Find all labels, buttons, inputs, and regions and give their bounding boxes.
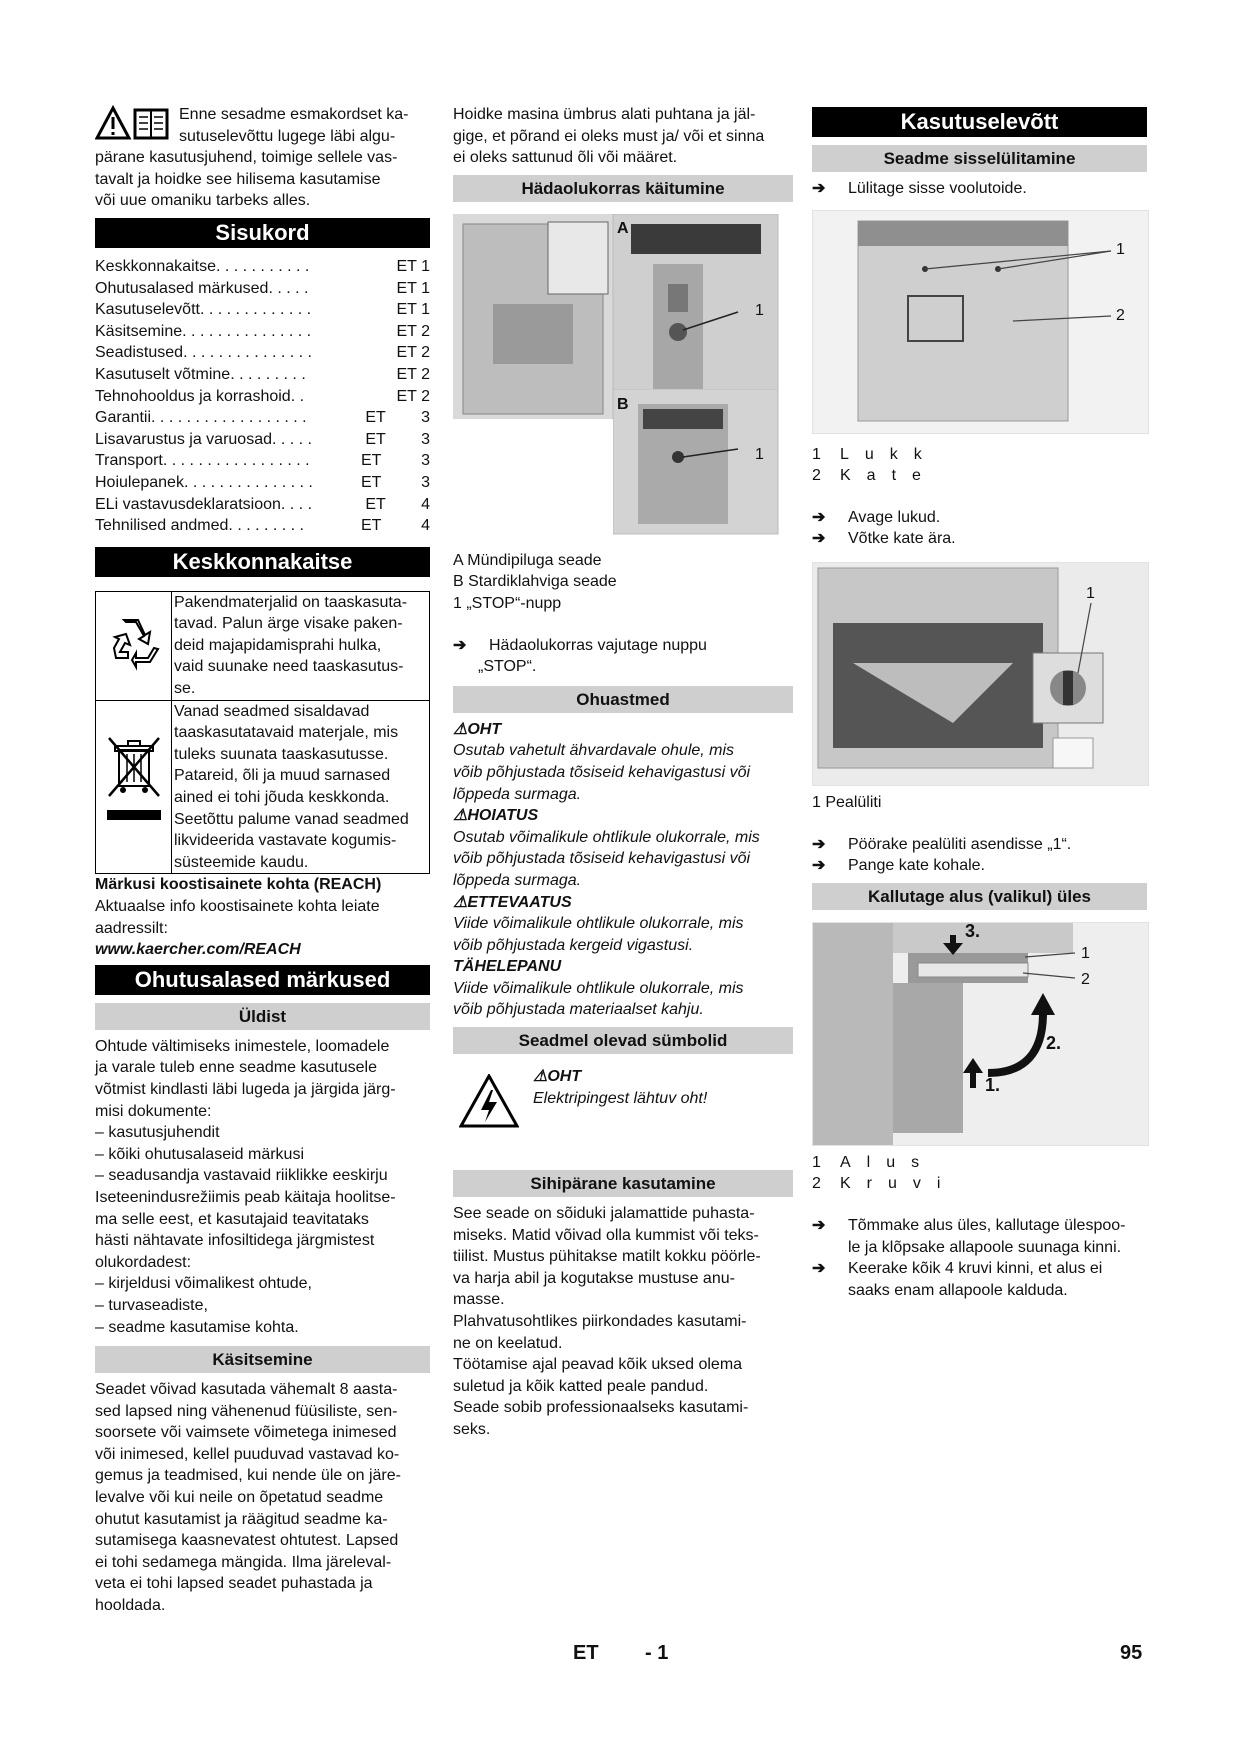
symbols-heading: Seadmel olevad sümbolid [453, 1027, 793, 1054]
step: ➔ Võtke kate ära. [812, 528, 1147, 550]
env-line: se. [174, 680, 196, 698]
toc-row[interactable] [95, 472, 430, 494]
toc-label: Seadistused [95, 344, 184, 362]
toc-page: ET 3 [360, 473, 430, 491]
arrow-icon: ➔ [812, 530, 826, 548]
text-line: va harja abil ja kogutakse mustuse anu- [453, 1269, 735, 1287]
text-line: – kasutusjuhendit [95, 1124, 220, 1142]
level-line: võib põhjustada tõsiseid kehavigastusi või [453, 850, 751, 868]
level-title: ⚠HOIATUS [453, 807, 539, 825]
legend-line: A Mündipiluga seade [453, 551, 602, 569]
text-line: ne on keelatud. [453, 1334, 563, 1352]
main-switch-photo [813, 563, 1148, 785]
env-line: Seetõttu palume vanad seadmed [174, 810, 409, 828]
toc-heading: Sisukord [95, 218, 430, 248]
toc-label: Lisavarustus ja varuosad [95, 430, 272, 448]
level-line: Viide võimalikule ohtlikule olukorrale, mis [453, 915, 744, 933]
column-middle [453, 104, 793, 1441]
intended-use-text [453, 1203, 793, 1441]
symbol-text: Elektripingest lähtuv oht! [533, 1090, 708, 1108]
safety-heading: Ohutusalased märkused [95, 965, 430, 995]
env-heading: Keskkonnakaitse [95, 547, 430, 577]
toc-row[interactable] [95, 450, 430, 472]
toc-dots: . . . . . . . . . . . . . . . . . [162, 452, 310, 470]
text-line: ja varale tuleb enne seadme kasutusele [95, 1059, 377, 1077]
general-text [95, 1036, 430, 1338]
toc-dots: . . . . . . . . . . . . . . . [183, 344, 312, 362]
tilt-step-2: 2. [1046, 1032, 1062, 1053]
toc-row[interactable] [95, 299, 430, 321]
intended-use-heading: Sihipärane kasutamine [453, 1170, 793, 1197]
toc-dots: . . . . . . . . . . . [215, 257, 310, 275]
text-line: – seadme kasutamise kohta. [95, 1318, 299, 1336]
env-line: Vanad seadmed sisaldavad [174, 702, 370, 720]
toc-row[interactable] [95, 364, 430, 386]
toc-row[interactable] [95, 386, 430, 408]
reach-link[interactable]: www.kaercher.com/REACH [95, 941, 301, 959]
tilt-figure [812, 922, 1149, 1146]
callout-1: 1 [1086, 584, 1095, 602]
tilt-step-3: 3. [965, 921, 981, 941]
danger-level [453, 956, 793, 1021]
handling-text [95, 1379, 430, 1617]
toc-label: Käsitsemine [95, 322, 183, 340]
warning-manual-icon [95, 104, 175, 144]
arrow-icon: ➔ [812, 835, 826, 853]
env-line: ained ei tohi jõuda keskkonda. [174, 789, 390, 807]
arrow-icon: ➔ [812, 180, 826, 197]
text-line: ei tohi sedamega mängida. Ilma järeleval- [95, 1553, 392, 1571]
env-line: tavad. Palun ärge visake paken- [174, 615, 403, 633]
arrow-icon: ➔ [812, 1216, 826, 1234]
toc-dots: . . . . . . . . . . . . . [199, 301, 312, 319]
callout-1-b: 1 [755, 445, 764, 463]
toc-list [95, 256, 430, 537]
env-line: Patareid, õli ja muud sarnased [174, 767, 391, 785]
tilt-legend [812, 1152, 1147, 1195]
step: ➔ Pöörake pealüliti asendisse „1“. [812, 834, 1147, 856]
toc-row[interactable] [95, 515, 430, 537]
text-line: ei oleks sattunud õli või määret. [453, 149, 678, 167]
callout-2: 2 [1081, 970, 1090, 988]
emergency-heading: Hädaolukorras käitumine [453, 175, 793, 202]
toc-row[interactable] [95, 407, 430, 429]
toc-page: ET 2 [396, 344, 430, 362]
reach-line: aadressilt: [95, 919, 168, 937]
figure-label-b: B [617, 395, 629, 413]
text-line: Hoidke masina ümbrus alati puhtana ja jäl- [453, 106, 756, 123]
reach-line: Aktuaalse info koostisainete kohta leiate [95, 898, 380, 915]
machine-photo-b [613, 389, 793, 539]
toc-label: ELi vastavusdeklaratsioon [95, 495, 281, 513]
text-line: See seade on sõiduki jalamattide puhasta- [453, 1205, 755, 1223]
column-left [95, 104, 430, 1617]
step-text: Lülitage sisse voolutoide. [848, 180, 1027, 197]
env-icon-cell [96, 591, 172, 700]
arrow-icon: ➔ [453, 636, 467, 654]
text-line: veta ei tohi lapsed seadet puhastada ja [95, 1575, 373, 1593]
footer-page-ref: - 1 [645, 1642, 669, 1664]
toc-row[interactable] [95, 278, 430, 300]
step-line: „STOP“. [478, 658, 537, 676]
intro-line: või uue omaniku tarbeks alles. [95, 192, 311, 210]
column-right [812, 104, 1147, 1301]
intro-line: Enne sesadme esmakordset ka- [179, 106, 409, 123]
intro-line: pärane kasutusjuhend, toimige sellele vas- [95, 149, 398, 167]
toc-dots: . . . . . . . . . [230, 365, 306, 383]
toc-page: ET 2 [396, 365, 430, 383]
toc-page: ET 3 [365, 409, 430, 427]
tilt-steps [812, 1215, 1147, 1301]
toc-page: ET 3 [360, 452, 430, 470]
env-line: taaskasutatavaid materjale, mis [174, 724, 399, 742]
legend-line: B Stardiklahviga seade [453, 573, 617, 591]
text-line: – turvaseadiste, [95, 1296, 208, 1314]
toc-dots: . . . . . [271, 430, 312, 448]
text-line: seks. [453, 1421, 491, 1438]
toc-dots: . . . . [280, 495, 313, 513]
text-line: Ohtude vältimiseks inimestele, loomadele [95, 1037, 390, 1055]
toc-dots: . . . . . . . . . . . . . . . . . . [151, 409, 307, 427]
toc-dots: . . [290, 387, 305, 405]
toc-row[interactable] [95, 342, 430, 364]
text-line: soorsete või vaimsete võimetega inimesed [95, 1424, 397, 1442]
intro-block [95, 104, 430, 212]
toc-label: Hoiulepanek [95, 473, 184, 491]
text-line: võtmist kindlasti läbi lugeda ja järgida järg- [95, 1080, 396, 1098]
startup-heading: Kasutuselevõtt [812, 107, 1147, 137]
legend-row: 1 Alus [812, 1153, 936, 1171]
danger-level [453, 805, 793, 891]
level-line: võib põhjustada tõsiseid kehavigastusi või [453, 763, 751, 781]
warning-triangle-icon: ⚠ [453, 893, 468, 911]
text-line: sed lapsed ning vähenenud füüsiliste, sen- [95, 1402, 398, 1420]
level-title: ⚠ETTEVAATUS [453, 893, 572, 911]
tilt-heading: Kallutage alus (valikul) üles [812, 883, 1147, 910]
text-line: tiilist. Mustus pühitakse matilt kokku pöörle- [453, 1248, 761, 1266]
toc-page: ET 4 [365, 495, 430, 513]
toc-dots: . . . . . . . . . . . . . . . [183, 473, 313, 491]
toc-page: ET 1 [396, 257, 430, 275]
intro-line: sutuselevõttu lugege läbi algu- [179, 127, 396, 145]
env-icon-cell [96, 700, 172, 874]
text-line: või inimesed, kellel puuduvad vastavad ko- [95, 1445, 400, 1463]
text-line: gemus ja teadmised, kui nende üle on järe- [95, 1467, 401, 1485]
env-line: tuleks suunata taaskasutusse. [174, 745, 389, 763]
emergency-step [453, 635, 793, 657]
warning-triangle-icon: ⚠ [453, 720, 468, 738]
handling-heading: Käsitsemine [95, 1346, 430, 1373]
text-line: suletud ja kõik katted peale pandud. [453, 1377, 709, 1395]
warning-triangle-icon: ⚠ [453, 807, 468, 825]
toc-label: Tehnohooldus ja korrashoid [95, 387, 291, 405]
env-line: Pakendmaterjalid on taaskasuta- [174, 593, 408, 611]
text-line: levalve või kui neile on õpetatud seadme [95, 1489, 384, 1507]
text-line: Plahvatusohtlikes piirkondades kasutami- [453, 1313, 747, 1331]
env-recycle-text [172, 591, 430, 700]
text-line: – kirjeldusi võimalikest ohtude, [95, 1275, 312, 1293]
toc-page: ET 4 [360, 517, 430, 535]
arrow-icon: ➔ [812, 1260, 826, 1278]
env-line: süsteemide kaudu. [174, 853, 309, 871]
toc-dots: . . . . . . . . . [228, 517, 304, 535]
text-line: – seadusandja vastavaid riiklikke eeskirju [95, 1167, 388, 1185]
footer-language: ET [573, 1642, 599, 1664]
danger-level [453, 719, 793, 805]
level-line: võib põhjustada materiaalset kahju. [453, 1001, 704, 1019]
text-line: olukordadest: [95, 1253, 192, 1271]
text-line: miseks. Matid võivad olla kummist või teks- [453, 1226, 759, 1244]
symbol-title: ⚠OHT [533, 1068, 582, 1086]
level-title: ⚠OHT [453, 720, 502, 738]
toc-label: Keskkonnakaitse [95, 257, 216, 275]
text-line: masse. [453, 1291, 505, 1309]
toc-label: Tehnilised andmed [95, 517, 229, 535]
text-line: ma selle eest, et kasutajaid teavitataks [95, 1210, 369, 1228]
text-line: gige, et põrand ei oleks must ja/ või et sinna [453, 127, 765, 145]
warning-triangle-icon: ⚠ [533, 1068, 548, 1086]
toc-label: Transport [95, 452, 163, 470]
callout-2: 2 [1116, 306, 1125, 324]
toc-row[interactable] [95, 429, 430, 451]
text-line: Seade sobib professionaalseks kasutami- [453, 1399, 749, 1417]
toc-page: ET 2 [396, 387, 430, 405]
toc-page: ET 1 [396, 279, 430, 297]
env-line: likvideerida vastavate kogumis- [174, 832, 397, 850]
callout-1: 1 [1116, 240, 1125, 258]
step: ➔ Keerake kõik 4 kruvi kinni, et alus ei saaks enam allapoole kalduda. [812, 1258, 1147, 1301]
level-title: TÄHELEPANU [453, 958, 562, 976]
level-line: Osutab võimalikule ohtlikule olukorrale, mis [453, 828, 760, 846]
symbol-block [453, 1060, 793, 1140]
legend-row: 2 Kate [812, 467, 937, 485]
level-line: Osutab vahetult ähvardavale ohule, mis [453, 742, 735, 760]
step: ➔ Pange kate kohale. [812, 855, 1147, 877]
toc-label: Ohutusalased märkused [95, 279, 269, 297]
toc-row[interactable] [95, 321, 430, 343]
arrow-icon: ➔ [812, 508, 826, 526]
legend-row: 1 Lukk [812, 445, 938, 463]
switch-legend: 1 Pealüliti [812, 793, 882, 811]
toc-page: ET 2 [396, 322, 430, 340]
figure-legend [453, 550, 793, 615]
intro-line: tavalt ja hoidke see hilisema kasutamise [95, 170, 381, 188]
text-line: hästi nähtavate infosiltidega järgmistest [95, 1232, 375, 1250]
emergency-figure [453, 214, 793, 544]
text-line: Iseteenindusrežiimis peab käitaja hoolitse- [95, 1188, 396, 1206]
text-line: hooldada. [95, 1597, 166, 1615]
electric-hazard-icon [459, 1074, 519, 1128]
env-table [95, 591, 430, 875]
text-line: ohutut kasutamist ja räägitud seadme ka- [95, 1510, 388, 1528]
toc-label: Garantii [95, 409, 152, 427]
toc-page: ET 3 [365, 430, 430, 448]
switch-figure [812, 562, 1149, 786]
cover-steps [812, 507, 1147, 550]
env-line: deid majapidamisprahi hulka, [174, 636, 382, 654]
step: ➔ Tõmmake alus üles, kallutage ülespoo- le ja klõpsake allapoole suunaga kinni. [812, 1215, 1147, 1258]
recycle-icon [104, 612, 164, 672]
text-line: Töötamise ajal peavad kõik uksed olema [453, 1356, 743, 1374]
toc-row[interactable] [95, 256, 430, 278]
cover-legend [812, 444, 1147, 487]
switch-steps [812, 834, 1147, 877]
legend-line: 1 „STOP“-nupp [453, 594, 562, 612]
text-line: misi dokumente: [95, 1102, 212, 1120]
level-line: Viide võimalikule ohtlikule olukorrale, mis [453, 979, 744, 997]
reach-title: Märkusi koostisainete kohta (REACH) [95, 876, 382, 894]
machine-cover-photo [813, 211, 1148, 433]
power-step [812, 178, 1147, 200]
step: ➔ Avage lukud. [812, 507, 1147, 529]
figure-label-a: A [617, 219, 629, 237]
cover-figure [812, 210, 1149, 434]
legend-row: 2 Kruvi [812, 1175, 957, 1193]
base-tilt-photo [813, 923, 1148, 1145]
toc-dots: . . . . . . . . . . . . . . . [182, 322, 312, 340]
toc-row[interactable] [95, 494, 430, 516]
level-line: võib põhjustada kergeid vigastusi. [453, 936, 694, 954]
text-line: – kõiki ohutusalaseid märkusi [95, 1145, 304, 1163]
danger-level [453, 892, 793, 957]
text-line: Seadet võivad kasutada vähemalt 8 aasta- [95, 1381, 398, 1399]
tilt-step-1: 1. [985, 1074, 1001, 1095]
toc-label: Kasutuselevõtt [95, 301, 200, 319]
arrow-icon: ➔ [812, 857, 826, 875]
level-line: lõppeda surmaga. [453, 785, 582, 803]
step-line: Hädaolukorras vajutage nuppu [489, 636, 707, 654]
danger-levels-heading: Ohuastmed [453, 686, 793, 713]
crossed-bin-icon [103, 734, 165, 834]
text-line: sutamisega kaasnevatest ohtutest. Lapsed [95, 1532, 399, 1550]
toc-dots: . . . . . [268, 279, 309, 297]
level-line: lõppeda surmaga. [453, 871, 582, 889]
toc-label: Kasutuselt võtmine [95, 365, 231, 383]
env-weee-text [172, 700, 430, 874]
callout-1: 1 [1081, 944, 1090, 962]
general-heading: Üldist [95, 1003, 430, 1030]
env-line: vaid suunake need taaskasutus- [174, 658, 404, 676]
footer-page-number: 95 [1120, 1642, 1143, 1664]
toc-page: ET 1 [396, 301, 430, 319]
switchon-heading: Seadme sisselülitamine [812, 145, 1147, 172]
callout-1-a: 1 [755, 301, 764, 319]
